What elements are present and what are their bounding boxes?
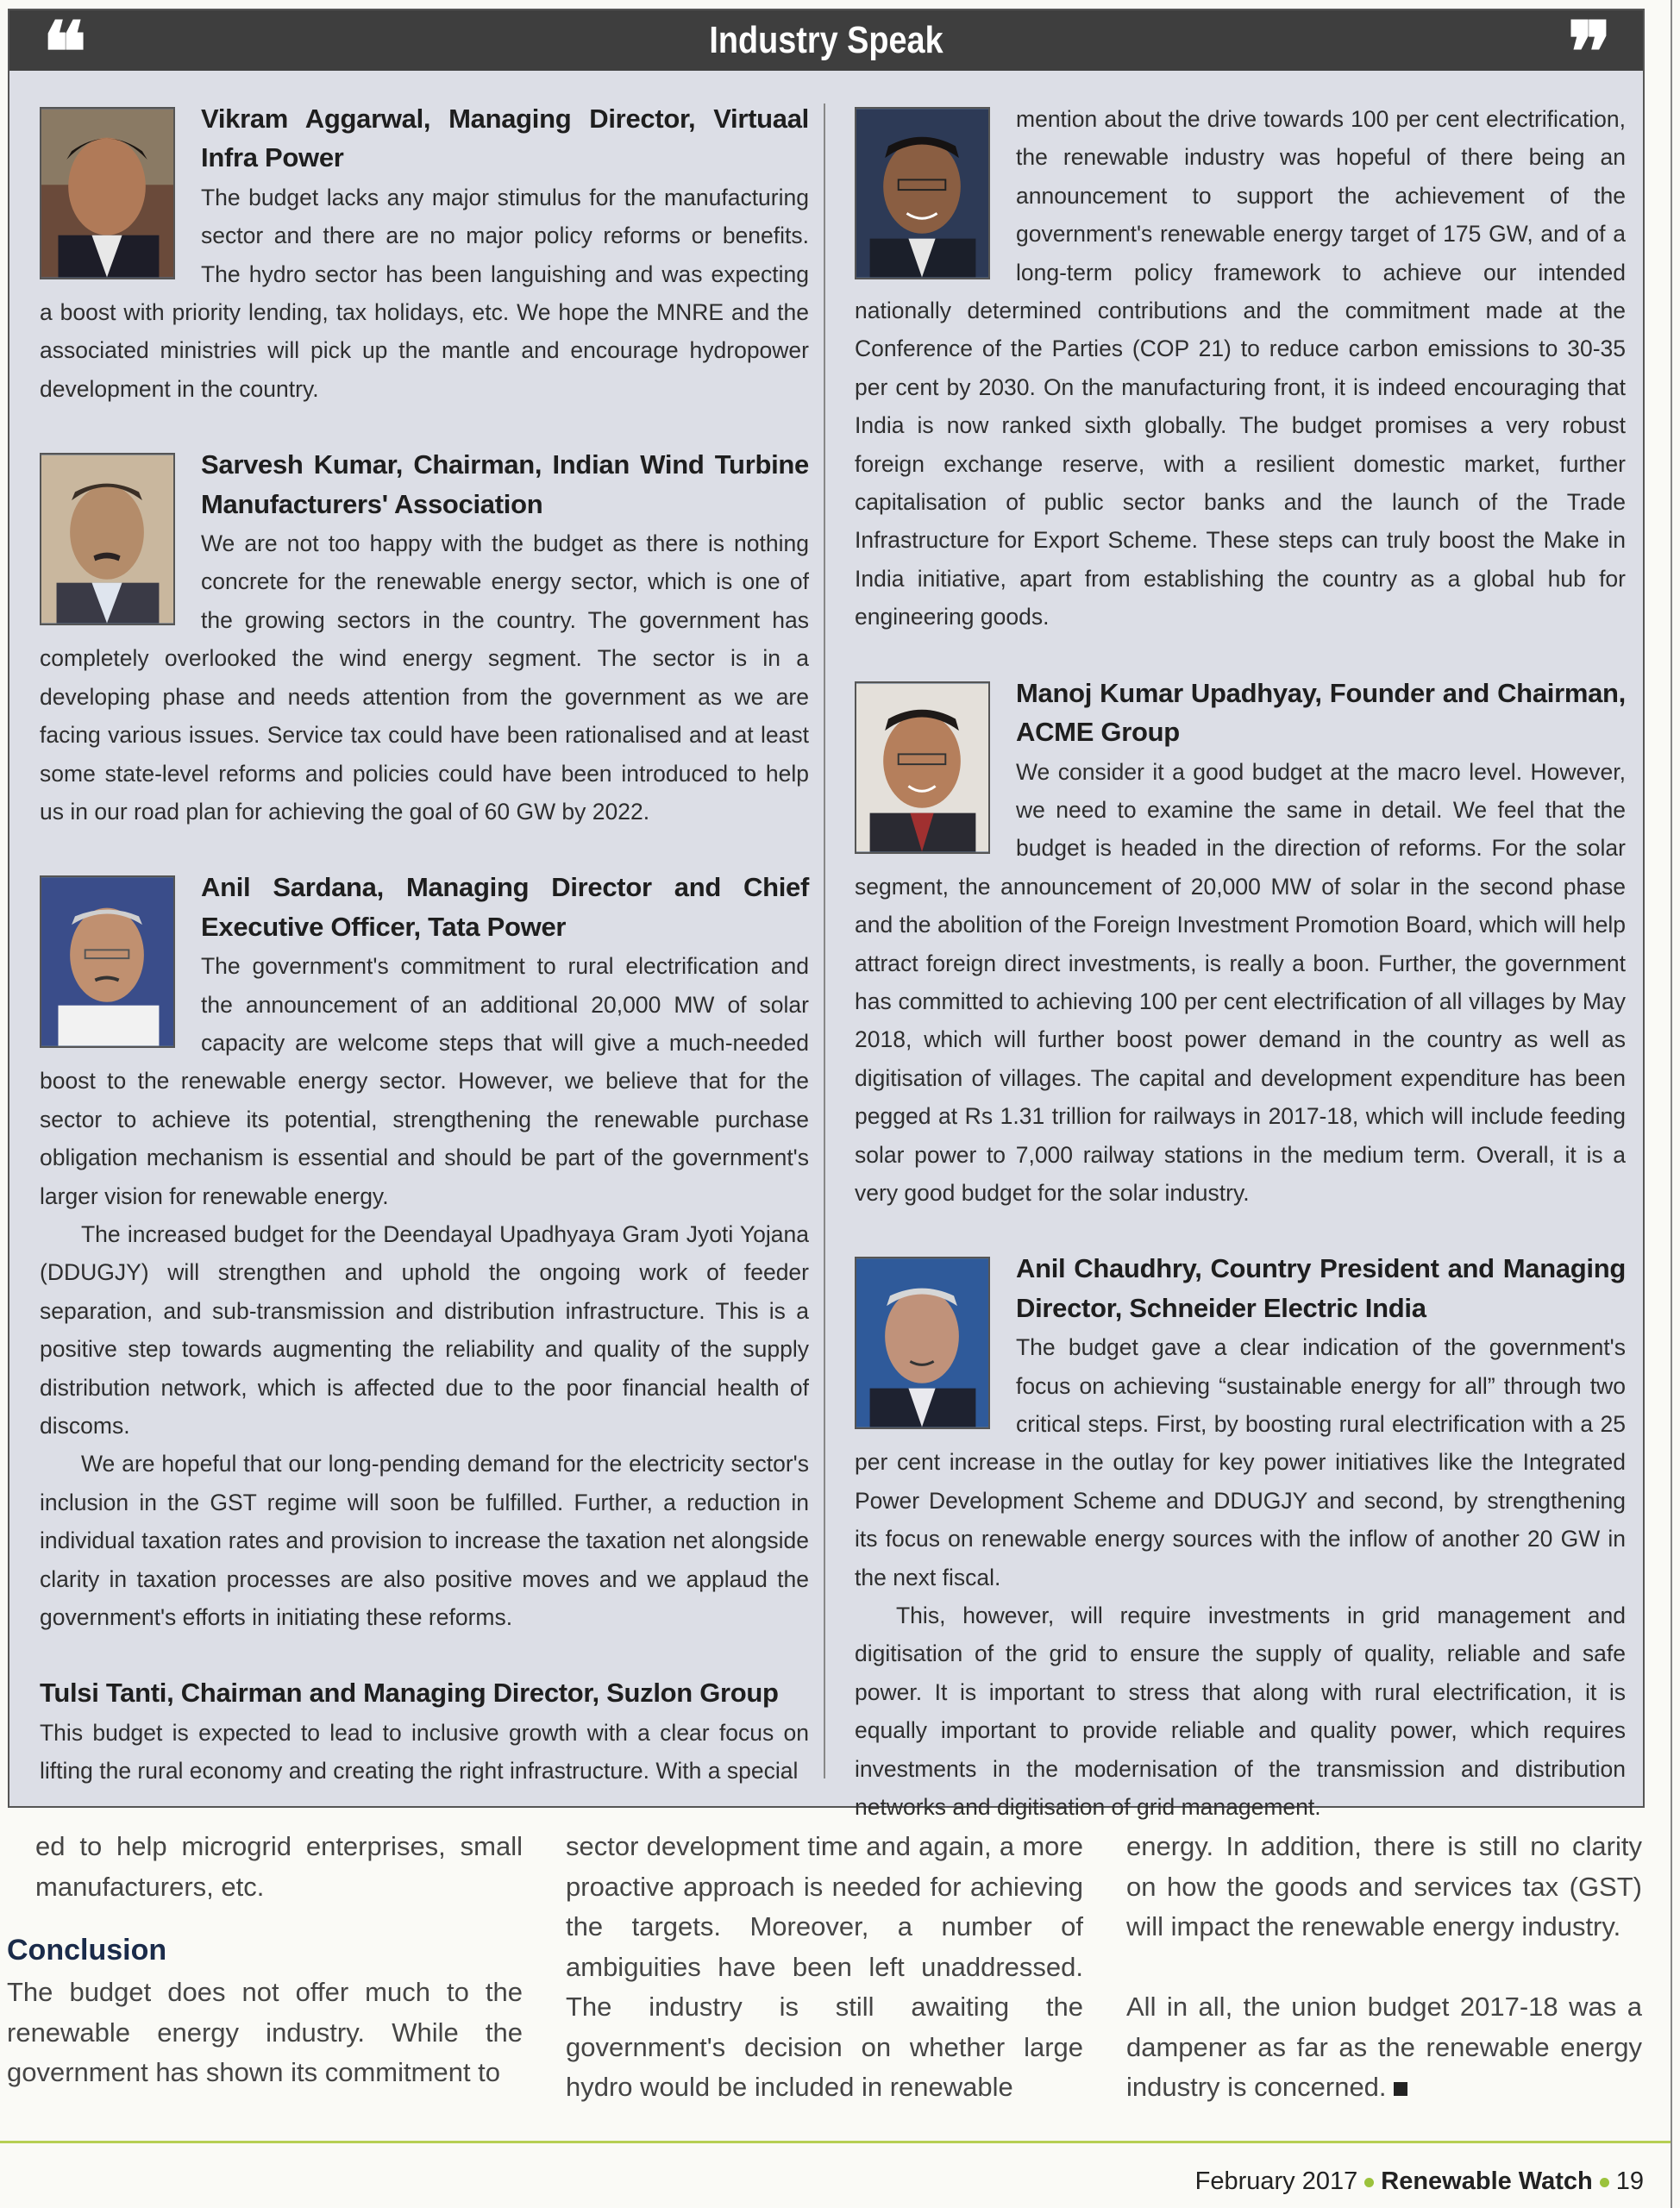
close-quote-icon: ❞ (1567, 3, 1612, 101)
left-column (40, 100, 809, 1791)
column-divider (824, 104, 825, 1778)
bullet-icon (1600, 2178, 1609, 2187)
speaker-name: Anil Chaudhry, Country President and Managing Director, Schneider Electric India (1016, 1253, 1626, 1323)
page-edge (1671, 0, 1672, 2208)
portrait-photo (855, 107, 990, 279)
quote-text: The budget gave a clear indication of the government's focus on achieving “sustainable energy for all” through two critical steps. First, by boosting rural electrification with a 25 per cent increase in the outlay for key power initiatives like the Integrated Power Development Scheme and DDUGJY and second, by strengthening its focus on renewable energy sources with the inflow of another 20 GW in the next fiscal. (855, 1334, 1626, 1590)
article-column-1 (7, 1827, 523, 2093)
quote-text: We are hopeful that our long-pending demand for the electricity sector's inclusion in the GST regime will soon be fulfilled. Further, a reduction in individual taxation rates and provision to increase the taxation net alongside clarity in taxation processes are also positive moves and we applaud the government's efforts in initiating these reforms. (40, 1451, 809, 1631)
speaker-name: Sarvesh Kumar, Chairman, Indian Wind Turbine Manufacturers' Association (201, 449, 809, 519)
quote-text: We are not too happy with the budget as there is nothing concrete for the renewable energy sector, which is one of the growing sectors in the country. The government has completely overlooked the wind energy segment. The sector is in a developing phase and needs attention from the government as we are facing various issues. Service tax could have been rationalised and at least some state-level reforms and policies could have been introduced to help us in our road plan for achieving the goal of 60 GW by 2022. (40, 530, 809, 825)
quote-text: We consider it a good budget at the macro level. However, we need to examine the same in detail. We feel that the budget is headed in the direction of reforms. For the solar segment, the announcement of 20,000 MW of solar in the second phase and the abolition of the Foreign Investment Promotion Board, which will help attract foreign direct investments, is really a boon. Further, the government has committed to achieving 100 per cent electrification of all villages by May 2018, which will further boost power demand in the country as well as digitisation of villages. The capital and development expenditure has been pegged at Rs 1.31 trillion for railways in 2017-18, which will include feeding solar power to 7,000 railway stations in the medium term. Overall, it is a very good budget for the solar industry. (855, 758, 1626, 1206)
portrait-photo (855, 681, 990, 854)
end-mark-icon (1394, 2082, 1407, 2096)
quote-sarvesh-kumar (40, 446, 809, 831)
bullet-icon (1364, 2178, 1374, 2187)
page-footer (1195, 2167, 1644, 2196)
quote-text: The government's commitment to rural electrification and the announcement of an additional 20,000 MW of solar capacity are welcome steps that will give a much-needed boost to the renewable energy sector. However, we believe that for the sector to achieve its potential, strengthening the renewable purchase obligation mechanism is essential and should be part of the government's larger vision for renewable energy. (40, 953, 809, 1209)
portrait-photo (40, 875, 175, 1048)
article-text: All in all, the union budget 2017-18 was a dampener as far as the renewable energy industry is concerned. (1126, 1992, 1642, 2102)
magazine-name: Renewable Watch (1381, 2167, 1593, 2195)
quote-anil-chaudhry (855, 1250, 1626, 1826)
speaker-name: Manoj Kumar Upadhyay, Founder and Chairman, ACME Group (1016, 677, 1626, 748)
quote-text: The increased budget for the Deendayal Upadhyaya Gram Jyoti Yojana (DDUGJY) will strengthen and uphold the ongoing work of feeder separation, and sub-transmission and distribution infrastructure. This is a positive step towards augmenting the reliability and quality of the supply distribution network, which is affected due to the poor financial health of discoms. (40, 1220, 809, 1439)
speaker-name: Anil Sardana, Managing Director and Chief Executive Officer, Tata Power (201, 872, 809, 942)
quote-text: This budget is expected to lead to inclusive growth with a clear focus on lifting the rural economy and creating the right infrastructure. With a special (40, 1719, 809, 1785)
article-text: The budget does not offer much to the renewable energy industry. While the government has shown its commitment to (7, 1977, 523, 2087)
article-text: ed to help microgrid enterprises, small manufacturers, etc. (35, 1831, 523, 1902)
quote-text: The budget lacks any major stimulus for the manufacturing sector and there are no major policy reforms or benefits. The hydro sector has been languishing and was expecting a boost with priority lending, tax holidays, etc. We hope the MNRE and the associated ministries will pick up the mantle and encourage hydropower development in the country. (40, 184, 809, 402)
portrait-photo (40, 453, 175, 625)
quote-tulsi-tanti (40, 1674, 809, 1790)
speaker-name: Vikram Aggarwal, Managing Director, Virtuaal Infra Power (201, 104, 809, 173)
article-column-2 (566, 1827, 1083, 2108)
industry-speak-box (8, 3, 1645, 1821)
footer-rule (0, 2141, 1671, 2143)
quote-tulsi-tanti-continued (855, 100, 1626, 637)
right-column (855, 100, 1626, 1826)
article-column-3 (1126, 1827, 1642, 2108)
page-number: 19 (1615, 2167, 1644, 2195)
conclusion-heading: Conclusion (7, 1934, 167, 1966)
portrait-photo (40, 107, 175, 279)
quote-vikram-aggarwal (40, 100, 809, 408)
section-title: Industry Speak (709, 19, 943, 61)
quote-manoj-upadhyay (855, 674, 1626, 1213)
speaker-name: Tulsi Tanti, Chairman and Managing Director, Suzlon Group (40, 1678, 779, 1709)
quote-text: This, however, will require investments in grid management and digitisation of the grid to ensure the supply of quality, reliable and safe power. It is important to stress that along with rural electrification, it is equally important to provide reliable and quality power, which requires investments in the modernisation of the transmission and distribution networks and digitisation of grid management. (855, 1603, 1626, 1821)
article-text: sector development time and again, a more proactive approach is needed for achieving the targets. Moreover, a number of ambiguities have been left unaddressed. The industry is still awaiting the government's decision on whether large hydro would be included in renewable (566, 1831, 1083, 2102)
quote-anil-sardana (40, 869, 809, 1636)
portrait-photo (855, 1257, 990, 1429)
issue-date: February 2017 (1194, 2167, 1358, 2195)
section-banner (9, 3, 1643, 101)
quote-text: mention about the drive towards 100 per cent electrification, the renewable industry was hopeful of there being an announcement to support the achievement of the government's renewable energy target of 175 GW, and of a long-term policy framework to achieve our intended nationally determined contributions and the commitment made at the Conference of the Parties (COP 21) to reduce carbon emissions to 30-35 per cent by 2030. On the manufacturing front, it is indeed encouraging that India is now ranked sixth globally. The budget promises a very robust foreign exchange reserve, with a resilient domestic market, further capitalisation of public sector banks and the launch of the Trade Infrastructure for Export Scheme. These steps can truly boost the Make in India initiative, apart from establishing the country as a global hub for engineering goods. (855, 106, 1626, 630)
open-quote-icon: ❝ (42, 3, 87, 101)
article-text: energy. In addition, there is still no clarity on how the goods and services tax (GST) will impact the renewable energy industry. (1126, 1831, 1642, 1941)
